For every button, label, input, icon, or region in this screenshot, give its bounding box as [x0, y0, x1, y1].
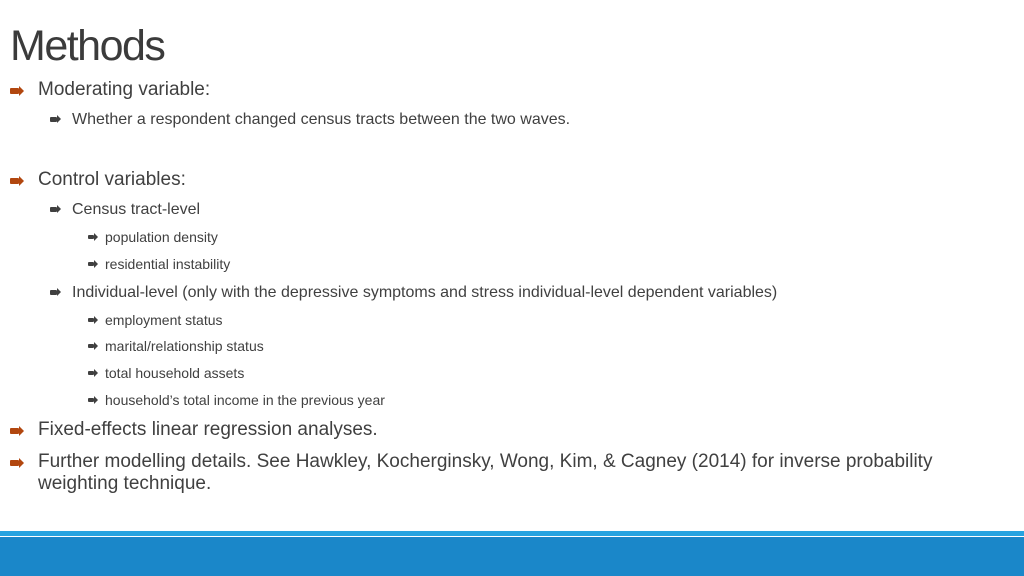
arrow-bullet-icon: [88, 396, 98, 404]
footer-band: [0, 537, 1024, 576]
bullet-text: Further modelling details. See Hawkley, Kocherginsky, Wong, Kim, & Cagney (2014) for inverse probability weighting technique.: [38, 451, 933, 494]
bullet-item: [10, 79, 210, 101]
bullet-text: population density: [105, 229, 218, 245]
bullet-text: marital/relationship status: [105, 338, 264, 354]
arrow-bullet-icon: [50, 205, 62, 214]
bullet-item: [88, 338, 264, 355]
bullet-text: Individual-level (only with the depressive symptoms and stress individual-level dependent variables): [72, 284, 778, 301]
arrow-bullet-icon: [50, 115, 62, 124]
bullet-item: [10, 451, 1018, 495]
bullet-item: [88, 229, 218, 246]
bullet-text: Control variables:: [38, 169, 186, 190]
bullet-item: [50, 200, 200, 219]
bullet-item: [50, 283, 777, 302]
bullet-item: [88, 256, 230, 273]
bullet-item: [88, 312, 223, 329]
bullet-text: household’s total income in the previous year: [105, 392, 385, 408]
bullet-item: [50, 110, 570, 129]
bullet-text: Moderating variable:: [38, 79, 211, 100]
bullet-item: [10, 419, 378, 441]
slide-title: Methods: [10, 22, 165, 70]
arrow-bullet-icon: [10, 458, 24, 468]
bullet-text: residential instability: [105, 256, 231, 272]
footer-accent-line: [0, 531, 1024, 536]
bullet-text: Census tract-level: [72, 201, 201, 218]
bullet-text: Fixed-effects linear regression analyses.: [38, 419, 378, 440]
arrow-bullet-icon: [88, 342, 98, 350]
bullet-text: Whether a respondent changed census tracts between the two waves.: [72, 111, 571, 128]
arrow-bullet-icon: [10, 176, 24, 186]
arrow-bullet-icon: [88, 316, 98, 324]
arrow-bullet-icon: [50, 288, 62, 297]
arrow-bullet-icon: [10, 426, 24, 436]
bullet-text: total household assets: [105, 365, 245, 381]
arrow-bullet-icon: [10, 86, 24, 96]
bullet-item: [88, 365, 244, 382]
bullet-text: employment status: [105, 312, 223, 328]
arrow-bullet-icon: [88, 233, 98, 241]
arrow-bullet-icon: [88, 369, 98, 377]
bullet-item: [88, 392, 385, 409]
arrow-bullet-icon: [88, 260, 98, 268]
bullet-item: [10, 169, 186, 191]
